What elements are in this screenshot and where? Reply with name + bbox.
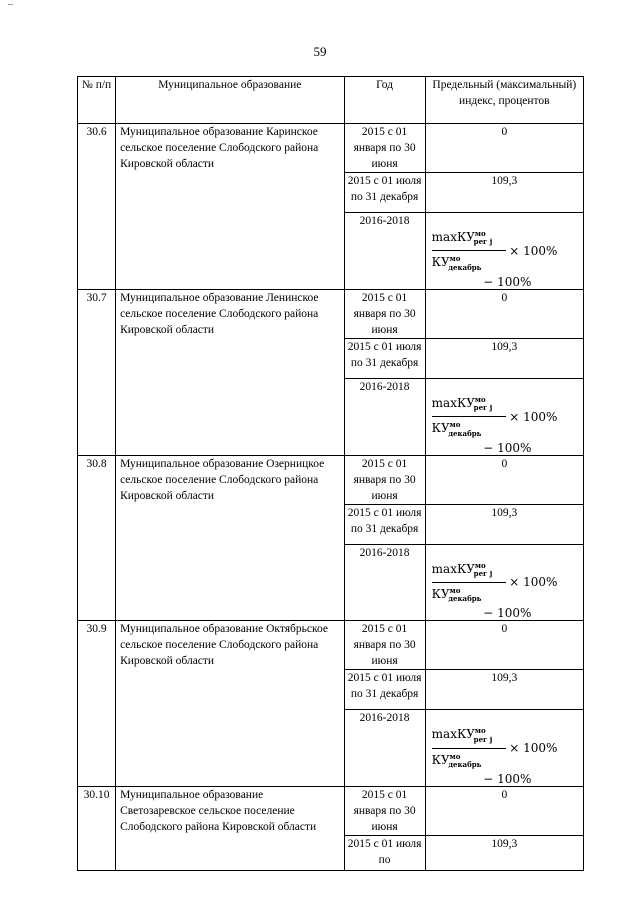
numerator-sup: мо (474, 560, 486, 570)
index-value: 0 (425, 124, 583, 173)
index-value: 109,3 (425, 670, 583, 710)
index-formula (426, 545, 583, 607)
formula-fraction (432, 393, 507, 441)
table-row (78, 787, 584, 836)
numerator-sub: рег j (473, 734, 493, 744)
formula-minus: − 100% (483, 274, 532, 289)
formula-numerator (432, 393, 507, 417)
denominator-sup: мо (449, 420, 461, 430)
denominator-sub: декабрь (448, 594, 482, 604)
index-value: 0 (425, 455, 583, 504)
municipality-name: Муниципальное образование Ленинское сельское поселение Слободского района Кировской области (116, 289, 344, 455)
formula-numerator (432, 227, 507, 251)
page-number: 59 (313, 44, 327, 59)
period-year: 2015 с 01 января по 30 июня (344, 621, 425, 670)
formula-minus: − 100% (483, 772, 532, 787)
numerator-sup: мо (474, 229, 486, 238)
formula-numerator (432, 724, 507, 748)
denominator-sub: декабрь (448, 262, 482, 272)
index-formula (426, 213, 583, 275)
row-number: 30.7 (78, 289, 116, 455)
table-row (78, 289, 584, 338)
denominator-sup: мо (449, 585, 461, 595)
period-year: 2015 с 01 июля по 31 декабря (344, 670, 425, 710)
numerator-text: maxКУ (431, 561, 475, 576)
index-value: 0 (425, 787, 583, 836)
index-value (425, 378, 583, 455)
formula-denominator (432, 417, 496, 440)
municipality-name: Муниципальное образование Октябрьское сельское поселение Слободского района Кировской области (116, 621, 344, 787)
formula-fraction (432, 724, 507, 772)
denominator-sup: мо (449, 254, 461, 264)
tariff-index-table (77, 76, 584, 871)
numerator-sub: рег j (473, 237, 493, 247)
table-row (78, 455, 584, 504)
numerator-sup: мо (474, 726, 486, 736)
header-year: Год (344, 77, 425, 124)
formula-times: × 100% (509, 409, 558, 424)
formula-times: × 100% (509, 575, 558, 590)
index-value: 0 (425, 621, 583, 670)
denominator-text: КУ (431, 752, 450, 767)
period-year: 2015 с 01 июля по 31 декабря (344, 504, 425, 544)
header-index: Предельный (максимальный) индекс, процентов (425, 77, 583, 124)
period-year: 2016-2018 (344, 710, 425, 787)
denominator-text: КУ (431, 421, 450, 436)
index-value: 0 (425, 289, 583, 338)
header-municipality: Муниципальное образование (116, 77, 344, 124)
formula-minus: − 100% (483, 606, 532, 621)
index-value: 109,3 (425, 173, 583, 213)
scan-mark (8, 4, 13, 5)
formula-denominator (432, 749, 496, 772)
municipality-name: Муниципальное образование Озерницкое сельское поселение Слободского района Кировской области (116, 455, 344, 621)
table-row (78, 124, 584, 173)
formula-times: × 100% (509, 243, 558, 258)
period-year: 2015 с 01 января по 30 июня (344, 455, 425, 504)
formula-denominator (432, 251, 496, 274)
municipality-name: Муниципальное образование Каринское сельское поселение Слободского района Кировской области (116, 124, 344, 290)
numerator-sub: рег j (473, 568, 493, 578)
period-year: 2015 с 01 января по 30 июня (344, 124, 425, 173)
period-year: 2015 с 01 июля по (344, 836, 425, 871)
row-number: 30.8 (78, 455, 116, 621)
period-year: 2016-2018 (344, 213, 425, 290)
numerator-text: maxКУ (431, 395, 475, 410)
period-year: 2015 с 01 июля по 31 декабря (344, 338, 425, 378)
index-value (425, 710, 583, 787)
denominator-sup: мо (449, 751, 461, 761)
period-year: 2015 с 01 января по 30 июня (344, 289, 425, 338)
table-body (78, 124, 584, 871)
row-number: 30.9 (78, 621, 116, 787)
municipality-name: Муниципальное образование Светозаревское сельское поселение Слободского района Кировской области (116, 787, 344, 871)
index-formula (426, 710, 583, 772)
formula-denominator (432, 583, 496, 606)
denominator-text: КУ (431, 255, 450, 270)
index-value (425, 213, 583, 290)
period-year: 2015 с 01 января по 30 июня (344, 787, 425, 836)
formula-fraction (432, 559, 507, 607)
denominator-text: КУ (431, 586, 450, 601)
numerator-text: maxКУ (431, 727, 475, 742)
denominator-sub: декабрь (448, 760, 482, 770)
period-year: 2016-2018 (344, 378, 425, 455)
period-year: 2016-2018 (344, 544, 425, 621)
row-number: 30.6 (78, 124, 116, 290)
header-num: № п/п (78, 77, 116, 124)
numerator-text: maxКУ (431, 230, 475, 244)
formula-minus: − 100% (483, 440, 532, 455)
formula-numerator (432, 559, 507, 583)
index-value: 109,3 (425, 338, 583, 378)
period-year: 2015 с 01 июля по 31 декабря (344, 173, 425, 213)
index-value: 109,3 (425, 836, 583, 871)
index-value (425, 544, 583, 621)
formula-fraction (432, 227, 507, 275)
row-number: 30.10 (78, 787, 116, 871)
table-header-row (78, 77, 584, 124)
numerator-sup: мо (474, 394, 486, 404)
table-row (78, 621, 584, 670)
index-value: 109,3 (425, 504, 583, 544)
denominator-sub: декабрь (448, 428, 482, 438)
numerator-sub: рег j (473, 403, 493, 413)
formula-times: × 100% (509, 741, 558, 756)
index-formula (426, 379, 583, 441)
